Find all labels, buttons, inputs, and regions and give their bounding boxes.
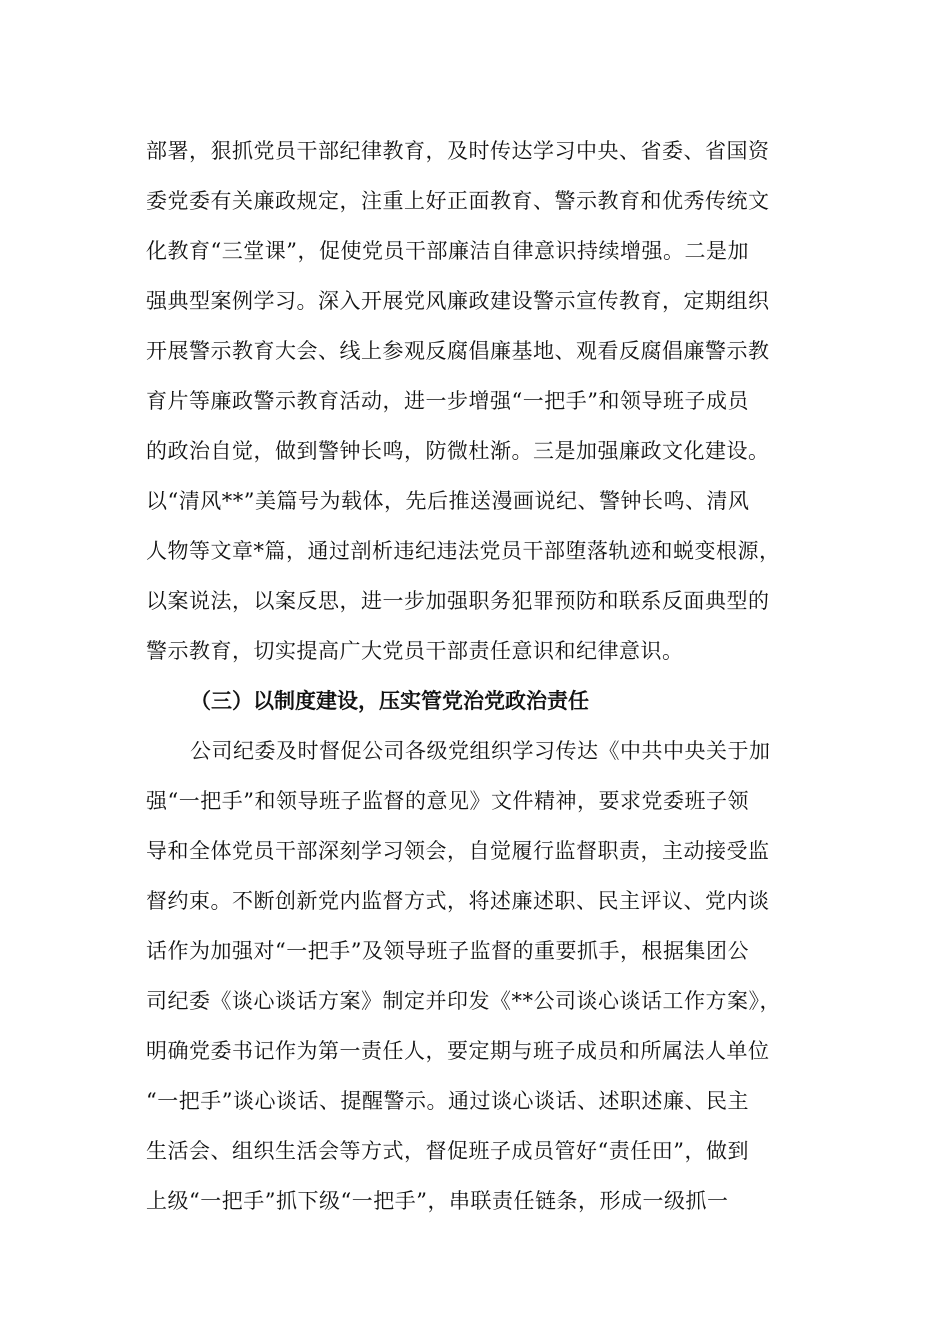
paragraph-line: 开展警示教育大会、线上参观反腐倡廉基地、观看反腐倡廉警示教 — [146, 339, 770, 363]
paragraph-line: 生活会、组织生活会等方式，督促班子成员管好“责任田”，做到 — [146, 1139, 749, 1163]
paragraph-line: 司纪委《谈心谈话方案》制定并印发《**公司谈心谈话工作方案》， — [146, 989, 781, 1013]
paragraph-line: 人物等文章*篇，通过剖析违纪违法党员干部堕落轨迹和蜕变根源， — [146, 539, 781, 563]
paragraph-line: “一把手”谈心谈话、提醒警示。通过谈心谈话、述职述廉、民主 — [146, 1089, 749, 1113]
paragraph-line: 化教育“三堂课”，促使党员干部廉洁自律意识持续增强。二是加 — [146, 239, 749, 263]
paragraph-line: 部署，狠抓党员干部纪律教育，及时传达学习中央、省委、省国资 — [146, 139, 770, 163]
paragraph-line: 话作为加强对“一把手”及领导班子监督的重要抓手，根据集团公 — [146, 939, 749, 963]
paragraph-line: 强“一把手”和领导班子监督的意见》文件精神，要求党委班子领 — [146, 789, 749, 813]
paragraph-line: 以“清风**”美篇号为载体，先后推送漫画说纪、警钟长鸣、清风 — [146, 489, 750, 513]
paragraph-line: 的政治自觉，做到警钟长鸣，防微杜渐。三是加强廉政文化建设。 — [146, 439, 770, 463]
paragraph-line: 导和全体党员干部深刻学习领会，自觉履行监督职责，主动接受监 — [146, 839, 770, 863]
paragraph-line: 公司纪委及时督促公司各级党组织学习传达《中共中央关于加 — [190, 739, 771, 763]
section-heading: （三）以制度建设，压实管党治党政治责任 — [190, 689, 589, 713]
paragraph-line: 督约束。不断创新党内监督方式，将述廉述职、民主评议、党内谈 — [146, 889, 770, 913]
paragraph-line: 育片等廉政警示教育活动，进一步增强“一把手”和领导班子成员 — [146, 389, 749, 413]
paragraph-line: 以案说法，以案反思，进一步加强职务犯罪预防和联系反面典型的 — [146, 589, 770, 613]
paragraph-line: 委党委有关廉政规定，注重上好正面教育、警示教育和优秀传统文 — [146, 189, 770, 213]
paragraph-line: 上级“一把手”抓下级“一把手”，串联责任链条，形成一级抓一 — [146, 1189, 729, 1213]
paragraph-line: 警示教育，切实提高广大党员干部责任意识和纪律意识。 — [146, 639, 684, 663]
paragraph-line: 明确党委书记作为第一责任人，要定期与班子成员和所属法人单位 — [146, 1039, 770, 1063]
paragraph-line: 强典型案例学习。深入开展党风廉政建设警示宣传教育，定期组织 — [146, 289, 770, 313]
